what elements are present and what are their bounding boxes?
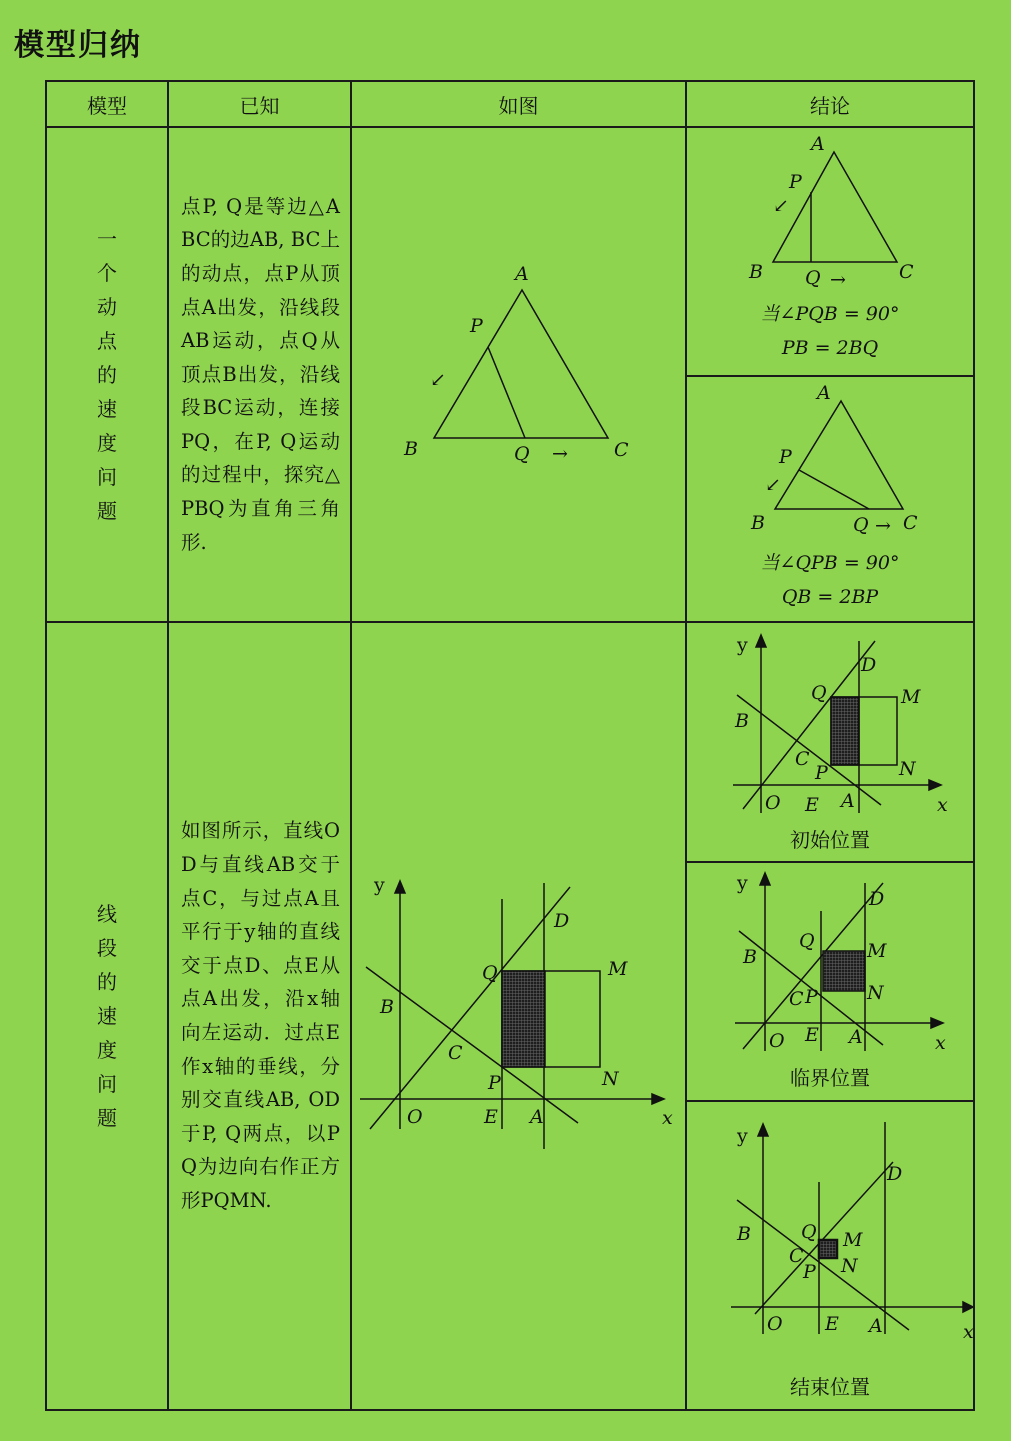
- fp-label-b: B: [737, 1223, 751, 1245]
- final-position-figure: [687, 1102, 973, 1405]
- caption-critical: 临界位置: [790, 1066, 870, 1090]
- model-summary-table: [45, 80, 975, 1411]
- cp-label-x: x: [935, 1032, 946, 1054]
- fp-label-p: P: [803, 1261, 816, 1283]
- c2-eq2: QB = 2BP: [781, 586, 879, 608]
- c1-arrow-right-icon: →: [830, 269, 846, 291]
- row2-initial-cell: [686, 622, 974, 862]
- c1-label-a: A: [811, 133, 825, 155]
- cp-label-c: C: [789, 988, 804, 1010]
- cp-label-n: N: [867, 982, 884, 1004]
- ip-label-e: E: [805, 794, 819, 816]
- fp-label-c: C: [789, 1245, 804, 1267]
- r2-label-c: C: [448, 1042, 463, 1064]
- fp-label-x: x: [963, 1321, 973, 1343]
- header-conclusion: 结论: [686, 81, 974, 127]
- r2-label-q: Q: [482, 962, 498, 984]
- c1-arrow-down-left-icon: ↙: [773, 195, 789, 217]
- ip-label-y: y: [737, 634, 748, 656]
- ip-label-n: N: [899, 758, 916, 780]
- segment-pq: [488, 347, 525, 438]
- row2-figure-cell: [351, 622, 686, 1410]
- ip-label-b: B: [735, 710, 749, 732]
- label-p: P: [470, 314, 483, 337]
- row1-model-text: 一个动点的速度问题: [97, 226, 117, 523]
- row2-model-cell: [46, 622, 168, 1410]
- cp-label-d: D: [869, 888, 885, 910]
- triangle-abc: [434, 290, 608, 438]
- c2-label-p: P: [779, 446, 792, 468]
- cp-label-p: P: [805, 986, 818, 1008]
- fp-label-y: y: [737, 1125, 748, 1147]
- c2-label-c: C: [903, 512, 918, 534]
- header-figure: 如图: [351, 81, 686, 127]
- ip-label-d: D: [861, 654, 877, 676]
- ip-label-q: Q: [811, 682, 827, 704]
- ip-label-a: A: [841, 790, 855, 812]
- header-row: [46, 81, 974, 127]
- c1-label-q: Q: [805, 267, 821, 289]
- row2-critical-cell: [686, 862, 974, 1101]
- c2-label-b: B: [751, 512, 765, 534]
- conclusion1-figure: [687, 128, 973, 371]
- critical-position-figure: [687, 863, 973, 1096]
- cp-label-e: E: [805, 1024, 819, 1046]
- ip-label-c: C: [795, 748, 810, 770]
- arrow-right-icon: →: [552, 442, 568, 465]
- c2-label-a: A: [817, 382, 831, 404]
- row1-figure-triangle: [352, 130, 685, 616]
- cp-label-a: A: [849, 1026, 863, 1048]
- arrow-down-left-icon: ↙: [430, 368, 446, 391]
- row2-model-text: 线段的速度问题: [97, 902, 117, 1130]
- r2-label-x: x: [662, 1107, 673, 1129]
- row1-conclusion1-cell: [686, 127, 974, 376]
- r2-label-d: D: [554, 910, 570, 932]
- label-q: Q: [514, 442, 530, 465]
- c1-label-b: B: [749, 261, 763, 283]
- header-known: 已知: [168, 81, 351, 127]
- ip-label-p: P: [815, 762, 828, 784]
- ip-label-o: O: [765, 792, 781, 814]
- label-c: C: [614, 438, 629, 461]
- c1-eq1: 当∠PQB = 90°: [760, 303, 900, 325]
- initial-position-figure: [687, 623, 973, 857]
- ip-label-m: M: [901, 686, 921, 708]
- fp-label-m: M: [843, 1229, 863, 1251]
- fp-label-n: N: [841, 1255, 858, 1277]
- c1-label-c: C: [899, 261, 914, 283]
- label-b: B: [404, 437, 418, 460]
- c2-label-q: Q: [853, 514, 869, 536]
- c1-label-p: P: [789, 171, 802, 193]
- cp-label-m: M: [867, 940, 887, 962]
- r2-label-a: A: [530, 1106, 544, 1128]
- row1-model-cell: [46, 127, 168, 622]
- conclusion2-figure: [687, 377, 973, 617]
- fp-label-d: D: [887, 1163, 903, 1185]
- cp-label-q: Q: [799, 930, 815, 952]
- row1-conclusion2-cell: [686, 376, 974, 622]
- row-segment-speed: [46, 622, 974, 862]
- row2-figure-coordinate: [352, 629, 685, 1399]
- fp-label-e: E: [825, 1313, 839, 1335]
- caption-initial: 初始位置: [790, 828, 870, 852]
- ip-label-x: x: [937, 794, 948, 816]
- fp-label-q: Q: [801, 1221, 817, 1243]
- r2-label-n: N: [602, 1068, 619, 1090]
- row-moving-point: [46, 127, 974, 376]
- r2-label-o: O: [407, 1106, 423, 1128]
- fp-label-a: A: [869, 1315, 883, 1337]
- c2-arrow-down-left-icon: ↙: [765, 474, 781, 496]
- c2-eq1: 当∠QPB = 90°: [760, 552, 900, 574]
- cp-label-o: O: [769, 1030, 785, 1052]
- r2-label-p: P: [488, 1072, 501, 1094]
- r2-label-e: E: [484, 1106, 498, 1128]
- header-model: 模型: [46, 81, 168, 127]
- r2-label-m: M: [608, 958, 628, 980]
- r2-label-y: y: [374, 874, 385, 896]
- cp-label-y: y: [737, 872, 748, 894]
- row1-figure-cell: [351, 127, 686, 622]
- row1-known-text: 点P, Q是等边△ABC的边AB, BC上的动点，点P从顶点A出发，沿线段AB运动，点Q从顶点B出发，沿线段BC运动，连接PQ，在P, Q运动的过程中，探究△PBQ为直角三角形.: [168, 127, 351, 622]
- label-a: A: [515, 262, 529, 285]
- cp-label-b: B: [743, 946, 757, 968]
- page-title: 模型归纳: [14, 28, 142, 63]
- fp-label-o: O: [767, 1313, 783, 1335]
- c1-eq2: PB = 2BQ: [781, 337, 879, 359]
- caption-final: 结束位置: [790, 1375, 870, 1399]
- row2-final-cell: [686, 1101, 974, 1410]
- c2-arrow-right-icon: →: [875, 515, 891, 537]
- r2-label-b: B: [380, 996, 394, 1018]
- row2-known-text: 如图所示，直线OD与直线AB交于点C，与过点A且平行于y轴的直线交于点D、点E从点A出发，沿x轴向左运动．过点E作x轴的垂线，分别交直线AB, OD于P, Q两点，以PQ为边向右作正方形PQMN.: [168, 622, 351, 1410]
